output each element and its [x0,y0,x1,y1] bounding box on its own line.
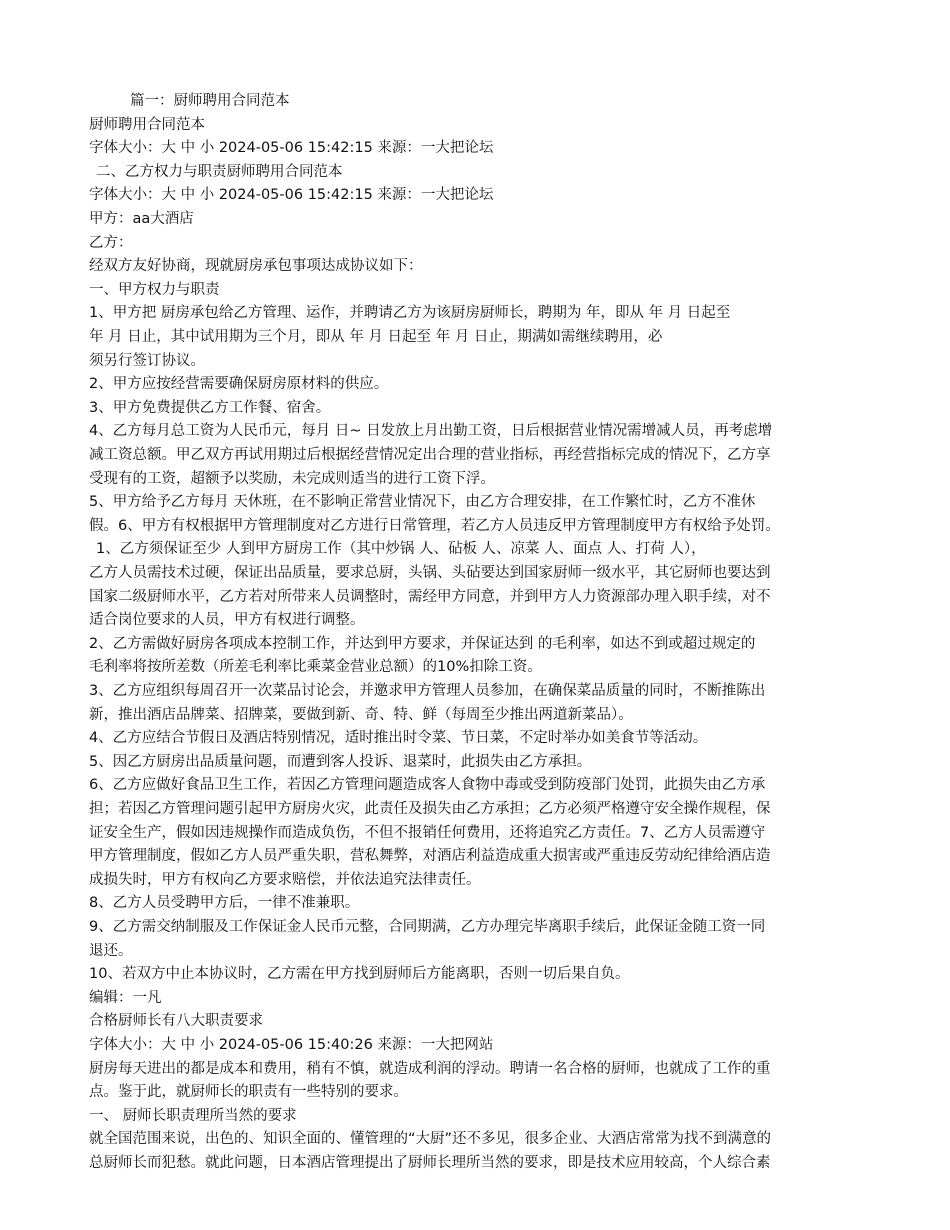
text-line: 5、甲方给予乙方每月 天休班，在不影响正常营业情况下，由乙方合理安排，在工作繁忙时，乙方不准休 [89,494,756,511]
text-line: 8、乙方人员受聘甲方后，一律不准兼职。 [89,895,360,912]
text-line: 毛利率将按所差数（所差毛利率比乘菜金营业总额）的10%扣除工资。 [89,659,542,676]
text-line: 一、 厨师长职责理所当然的要求 [89,1107,297,1124]
text-line: 证安全生产，假如因违规操作而造成负伤，不但不报销任何费用，还将追究乙方责任。7、乙方人员需遵守 [89,824,766,841]
text-line: 甲方：aa大酒店 [89,211,194,227]
text-line: 2、甲方应按经营需要确保厨房原材料的供应。 [89,376,389,393]
text-line: 字体大小：大 中 小 2024-05-06 15:42:15 来源：一大把论坛 [89,187,494,204]
text-line: 二、乙方权力与职责厨师聘用合同范本 [96,163,343,180]
text-line: 担；若因乙方管理问题引起甲方厨房火灾，此责任及损失由乙方承担；乙方必须严格遵守安全操作规程，保 [89,801,771,817]
text-line: 厨师聘用合同范本 [89,116,205,133]
text-line: 4、乙方应结合节假日及酒店特别情况，适时推出时令菜、节日菜，不定时举办如美食节等活动。 [89,730,708,747]
text-line: 新，推出酒店品牌菜、招牌菜，要做到新、奇、特、鲜（每周至少推出两道新菜品）。 [89,706,633,723]
text-line: 编辑：一凡 [89,989,162,1006]
text-line: 退还。 [89,942,133,959]
text-line: 经双方友好协商，现就厨房承包事项达成协议如下： [89,258,423,275]
text-line: 减工资总额。甲乙双方再试用期过后根据经营情况定出合理的营业指标，再经营指标完成的情况下，乙方享 [89,447,771,463]
text-line: 受现有的工资，超额予以奖励，未完成则适当的进行工资下浮。 [89,470,495,487]
text-line: 总厨师长而犯愁。就此问题，日本酒店管理提出了厨师长理所当然的要求，即是技术应用较高，个人综合素 [89,1155,771,1171]
text-line: 1、甲方把 厨房承包给乙方管理、运作，并聘请乙方为该厨房厨师长，聘期为 年，即从 年 月 日起至 [89,305,731,322]
text-line: 须另行签订协议。 [89,352,205,369]
text-line: 字体大小：大 中 小 2024-05-06 15:42:15 来源：一大把论坛 [89,140,494,157]
text-line: 字体大小：大 中 小 2024-05-06 15:40:26 来源：一大把网站 [89,1037,494,1053]
text-line: 1、乙方须保证至少 人到甲方厨房工作（其中炒锅 人、砧板 人、凉菜 人、面点 人、打荷 人）， [96,541,706,558]
text-line: 2、乙方需做好厨房各项成本控制工作，并达到甲方要求，并保证达到 的毛利率，如达不到或超过规定的 [89,635,756,652]
text-line: 点。鉴于此，就厨师长的职责有一些特别的要求。 [89,1084,408,1101]
text-line: 厨房每天进出的都是成本和费用，稍有不慎，就造成利润的浮动。聘请一名合格的厨师，也就成了工作的重 [89,1060,771,1077]
text-line: 适合岗位要求的人员，甲方有权进行调整。 [89,612,365,629]
text-line: 甲方管理制度，假如乙方人员严重失职，营私舞弊，对酒店利益造成重大损害或严重违反劳动纪律给酒店造 [89,848,771,865]
text-line: 3、乙方应组织每周召开一次菜品讨论会，并邀求甲方管理人员参加，在确保菜品质量的同时，不断推陈出 [89,683,766,699]
text-line: 4、乙方每月总工资为人民币元，每月 日~ 日发放上月出勤工资，日后根据营业情况需增减人员，再考虑增 [89,423,773,440]
text-line: 假。6、甲方有权根据甲方管理制度对乙方进行日常管理，若乙方人员违反甲方管理制度甲方有权给予处罚。 [89,517,780,534]
text-line: 合格厨师长有八大职责要求 [89,1013,263,1030]
text-line: 乙方： [89,234,133,251]
text-line: 一、甲方权力与职责 [89,281,220,298]
text-line: 9、乙方需交纳制服及工作保证金人民币元整，合同期满，乙方办理完毕离职手续后，此保证金随工资一同 [89,919,766,935]
text-line: 就全国范围来说，出色的、知识全面的、懂管理的“大厨”还不多见，很多企业、大酒店常常为找不到满意的 [89,1131,772,1148]
text-line: 成损失时，甲方有权向乙方要求赔偿，并依法追究法律责任。 [89,871,481,888]
text-line: 10、若双方中止本协议时，乙方需在甲方找到厨师后方能离职，否则一切后果自负。 [89,966,630,983]
text-line: 年 月 日止，其中试用期为三个月，即从 年 月 日起至 年 月 日止，期满如需继续聘用，必 [89,329,663,345]
text-line: 篇一：厨师聘用合同范本 [130,93,290,109]
text-line: 3、甲方免费提供乙方工作餐、宿舍。 [89,399,331,416]
text-line: 5、因乙方厨房出品质量问题，而遭到客人投诉、退菜时，此损失由乙方承担。 [89,753,592,770]
text-line: 国家二级厨师水平，乙方若对所带来人员调整时，需经甲方同意，并到甲方人力资源部办理入职手续，对不 [89,588,771,605]
text-line: 6、乙方应做好食品卫生工作，若因乙方管理问题造成客人食物中毒或受到防疫部门处罚，此损失由乙方承 [89,777,766,794]
text-line: 乙方人员需技术过硬，保证出品质量，要求总厨，头锅、头砧要达到国家厨师一级水平，其它厨师也要达到 [89,565,771,581]
